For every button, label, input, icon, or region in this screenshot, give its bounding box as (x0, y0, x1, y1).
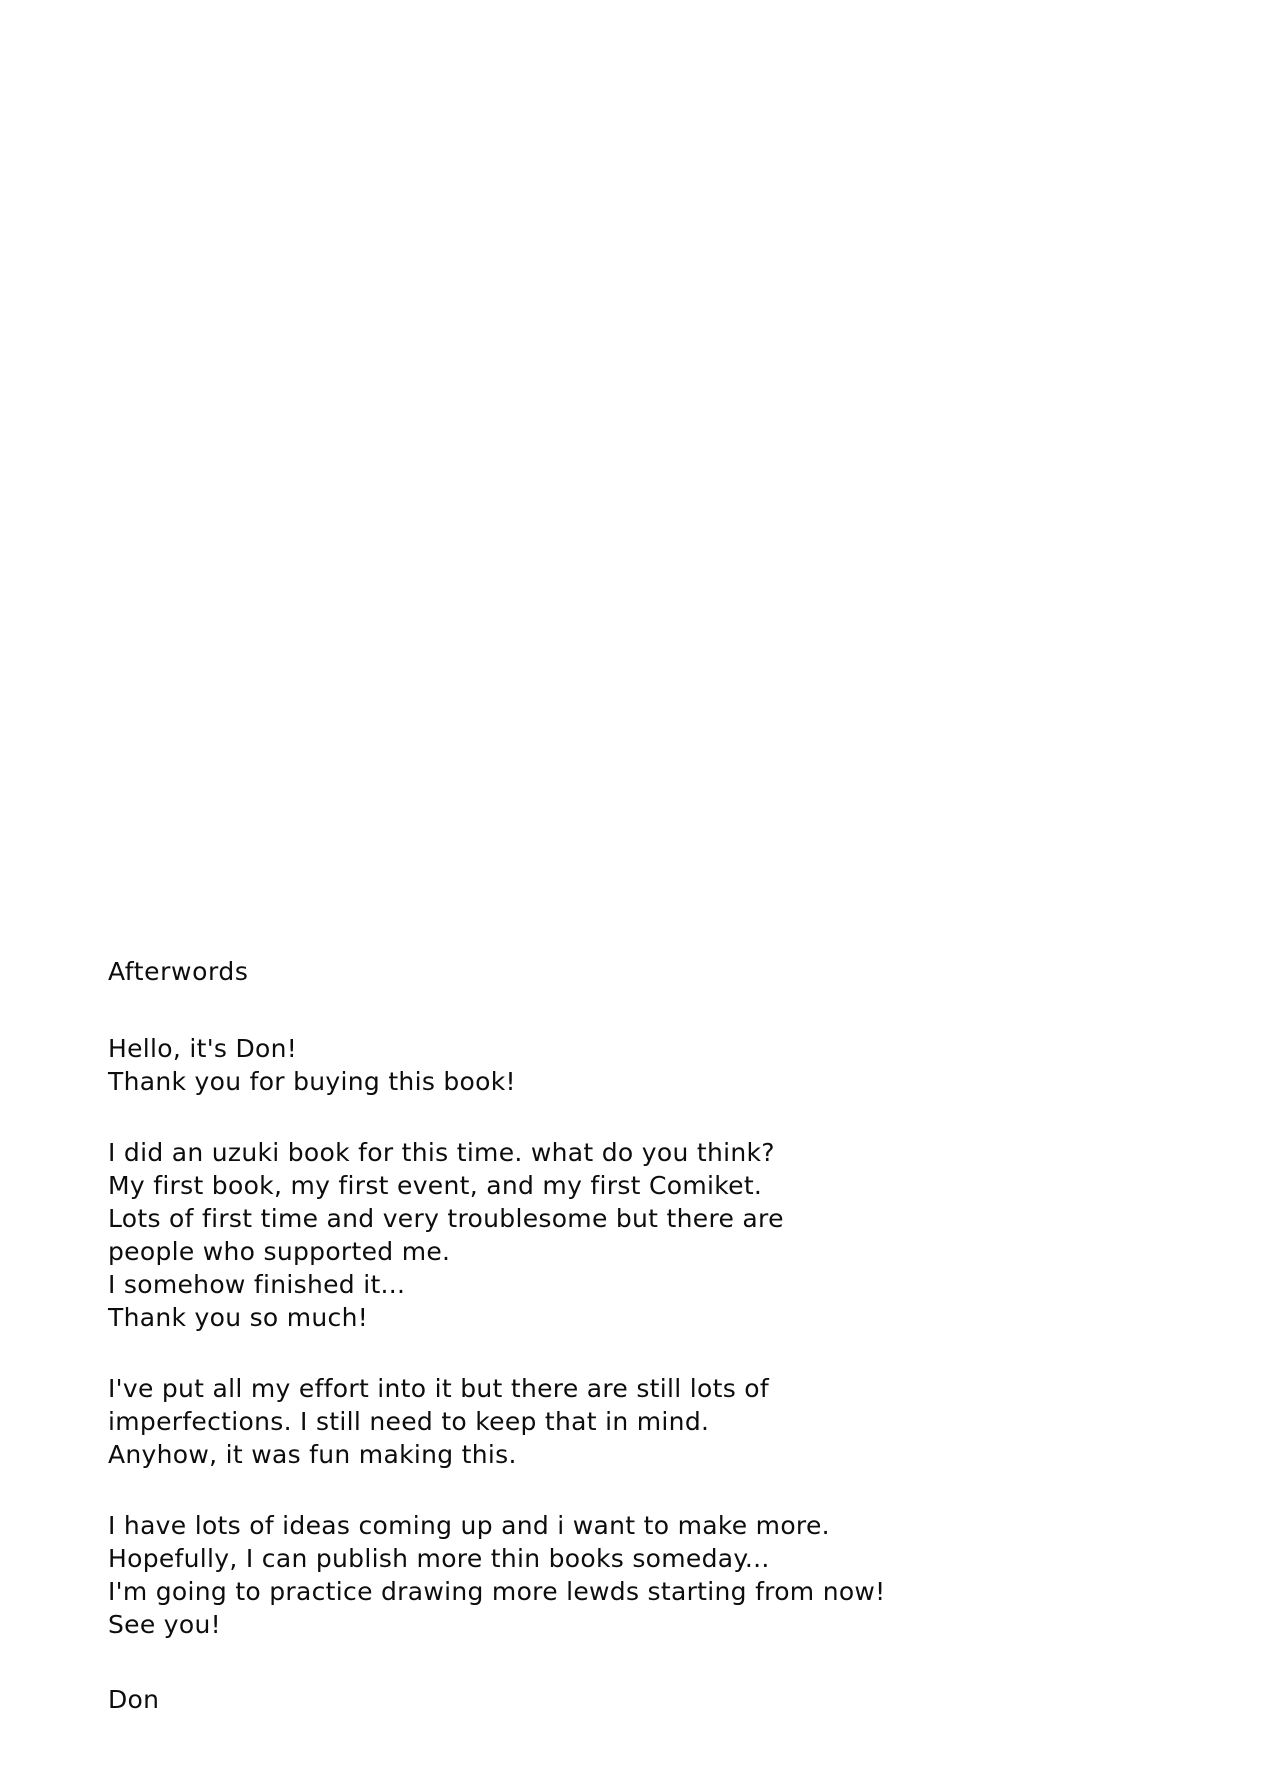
text-line: Lots of first time and very troublesome but there are (108, 1204, 784, 1233)
text-line: I'm going to practice drawing more lewds starting from now! (108, 1577, 886, 1606)
text-line: See you! (108, 1610, 221, 1639)
text-line: My first book, my first event, and my first Comiket. (108, 1171, 763, 1200)
author-signature: Don (108, 1685, 160, 1714)
text-line: Anyhow, it was fun making this. (108, 1440, 517, 1469)
text-line: Thank you so much! (108, 1303, 369, 1332)
afterword-text-block (108, 955, 988, 1716)
text-line: I somehow finished it... (108, 1270, 406, 1299)
text-line: I have lots of ideas coming up and i want to make more. (108, 1511, 830, 1540)
text-line: Hello, it's Don! (108, 1034, 298, 1063)
text-line: Hopefully, I can publish more thin books someday... (108, 1544, 770, 1573)
text-line: I've put all my effort into it but there are still lots of (108, 1374, 769, 1403)
paragraph-effort (108, 1372, 988, 1471)
page-title: Afterwords (108, 957, 249, 986)
text-line: Thank you for buying this book! (108, 1067, 516, 1096)
text-line: imperfections. I still need to keep that in mind. (108, 1407, 710, 1436)
text-line: people who supported me. (108, 1237, 451, 1266)
paragraph-first-book (108, 1136, 988, 1334)
paragraph-greeting (108, 1032, 988, 1098)
paragraph-future-plans (108, 1509, 988, 1641)
text-line: I did an uzuki book for this time. what do you think? (108, 1138, 775, 1167)
